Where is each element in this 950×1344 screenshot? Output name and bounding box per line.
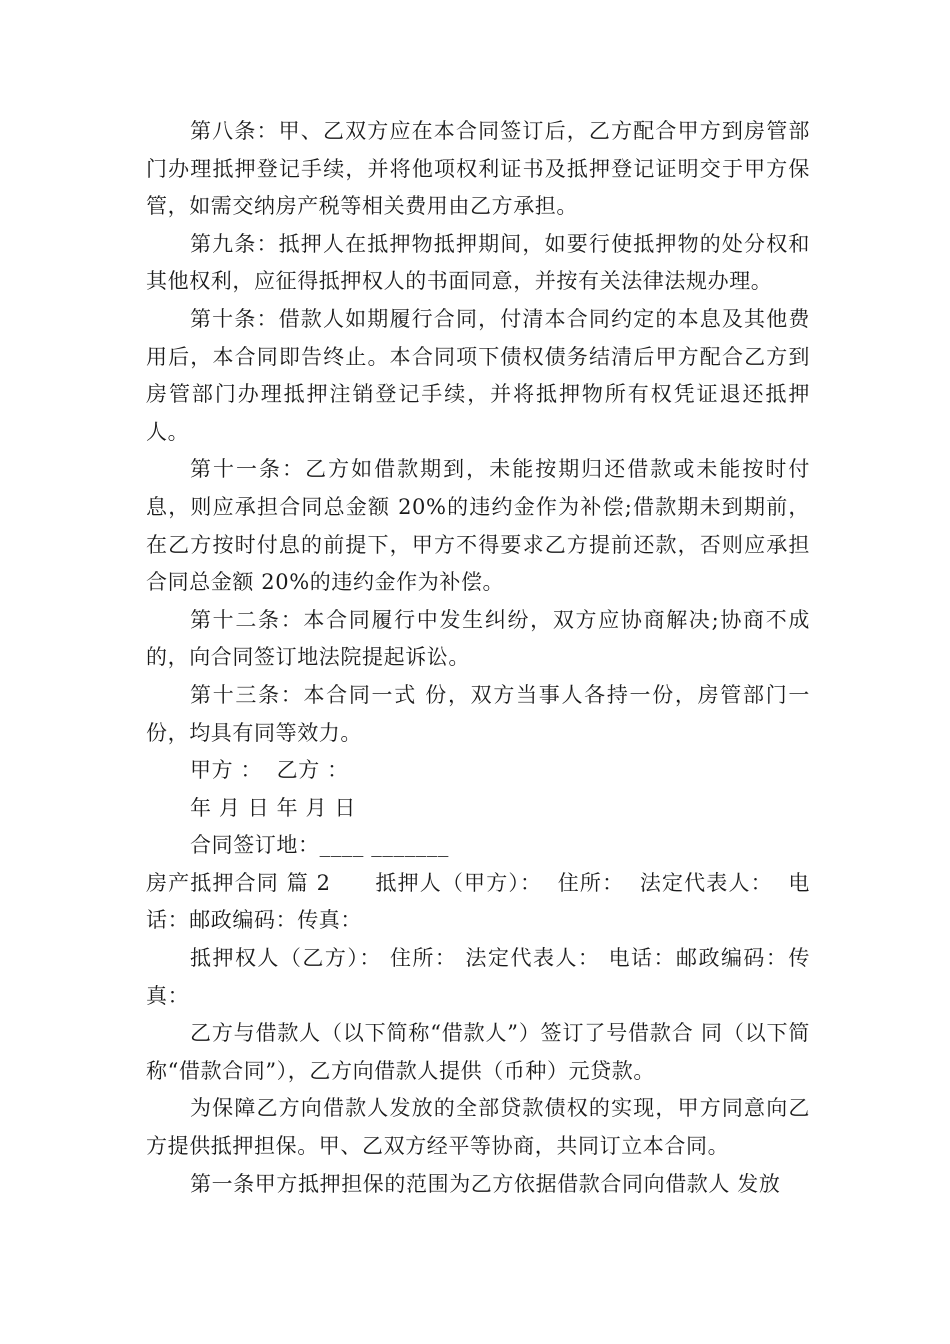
clause-10: 第十条：借款人如期履行合同，付清本合同约定的本息及其他费用后，本合同即告终止。本合同项下债权债务结清后甲方配合乙方到房管部门办理抵押注销登记手续，并将抵押物所有权凭证退还抵押人。 [146, 306, 810, 444]
document-body [146, 113, 810, 1203]
contract-2-purpose: 为保障乙方向借款人发放的全部贷款债权的实现，甲方同意向乙 方提供抵押担保。甲、乙双方经平等协商，共同订立本合同。 [146, 1096, 810, 1159]
signing-place: 合同签订地：____ _______ [190, 833, 449, 858]
contract-2-mortgagee: 抵押权人（乙方）： 住所： 法定代表人： 电话：邮政编码：传真： [146, 946, 810, 1008]
clause-8: 第八条：甲、乙双方应在本合同签订后，乙方配合甲方到房管部门办理抵押登记手续，并将他项权利证书及抵押登记证明交于甲方保管，如需交纳房产税等相关费用由乙方承担。 [146, 119, 810, 219]
contract-2-heading: 房产抵押合同 篇 2 抵押人（甲方）： 住所： 法定代表人： 电话：邮政编码：传真： [146, 870, 810, 933]
contract-2-clause-1: 第一条甲方抵押担保的范围为乙方依据借款合同向借款人 发放 [190, 1171, 781, 1196]
clause-12: 第十二条：本合同履行中发生纠纷，双方应协商解决;协商不成的，向合同签订地法院提起诉讼。 [146, 607, 810, 670]
clause-9: 第九条：抵押人在抵押物抵押期间，如要行使抵押物的处分权和其他权利，应征得抵押权人的书面同意，并按有关法律法规办理。 [146, 231, 810, 294]
clause-13: 第十三条：本合同一式 份，双方当事人各持一份，房管部门一份，均具有同等效力。 [146, 682, 810, 745]
clause-11: 第十一条：乙方如借款期到，未能按期归还借款或未能按时付息，则应承担合同总金额 20%的违约金作为补偿;借款期未到期前，在乙方按时付息的前提下，甲方不得要求乙方提前还款，否则应承担合同总金额 20%的违约金作为补偿。 [146, 457, 810, 595]
signature-dates: 年 月 日 年 月 日 [190, 795, 356, 820]
contract-2-loan-intro: 乙方与借款人（以下简称“借款人”）签订了号借款合 同（以下简称“借款合同”），乙方向借款人提供（币种）元贷款。 [146, 1021, 810, 1083]
signature-parties: 甲方 ： 乙方 ： [190, 758, 349, 783]
